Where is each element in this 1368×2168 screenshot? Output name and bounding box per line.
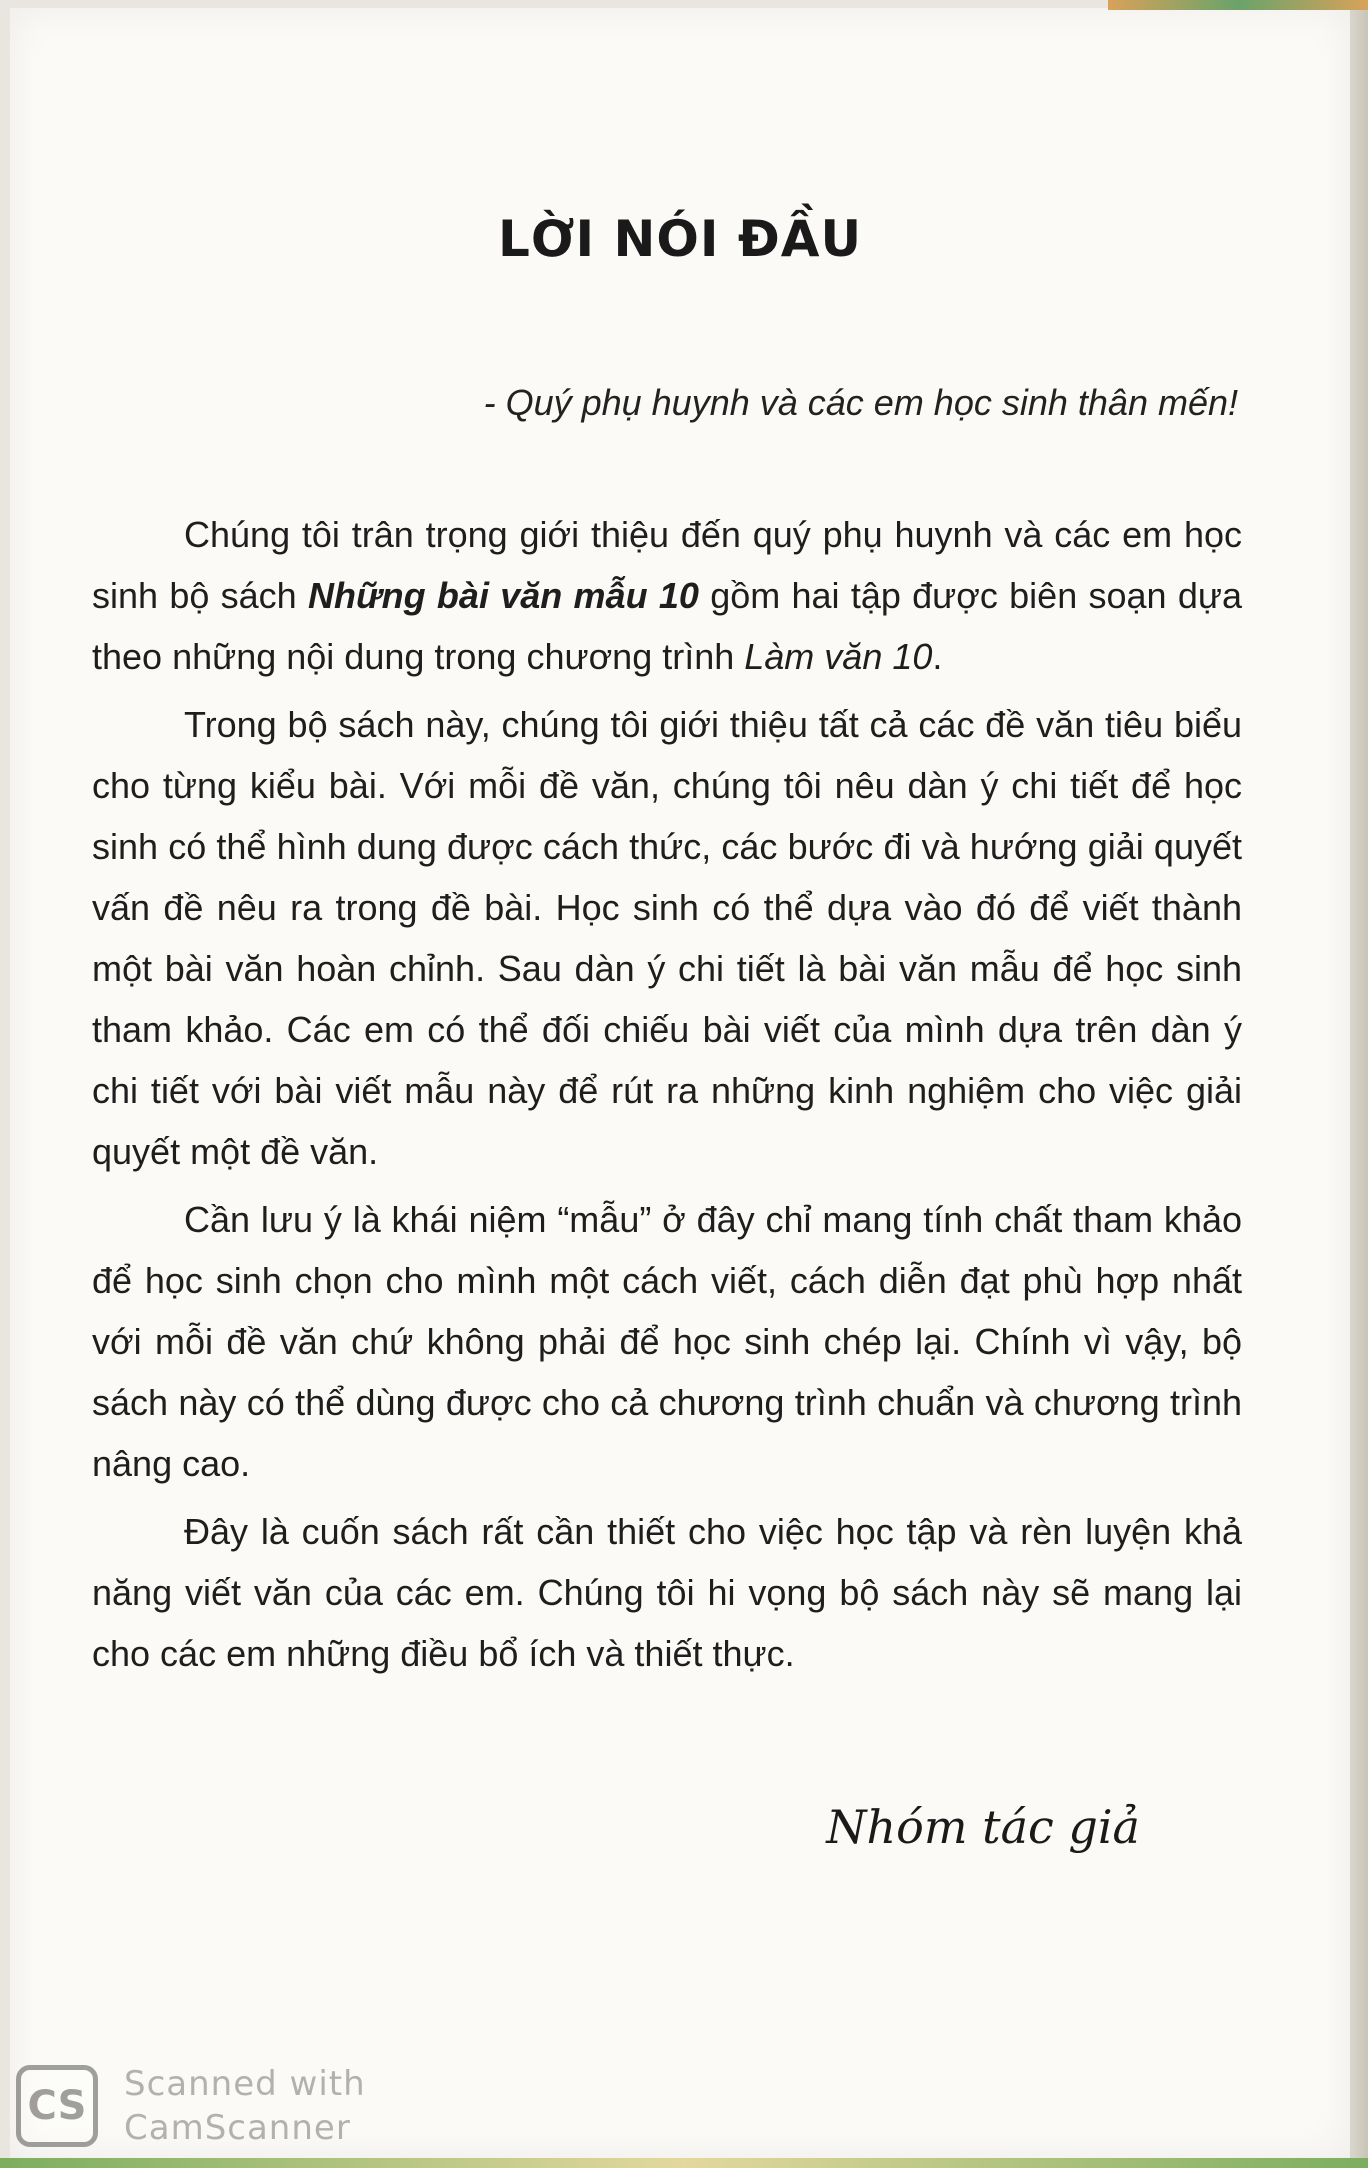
course-name: Làm văn 10 [744, 636, 933, 677]
book-title: Những bài văn mẫu 10 [307, 575, 699, 616]
paragraph-1-intro: Chúng tôi trân trọng giới thiệu đến quý phụ huynh và các em học sinh bộ sách [92, 514, 1242, 616]
paragraph-1-middle: gồm hai tập được biên soạn dựa theo những nội dung trong chương trình [92, 575, 1242, 677]
page-title: LỜI NÓI ĐẦU [497, 210, 863, 268]
page-edge-right [1350, 0, 1368, 2168]
watermark-line-2: CamScanner [124, 2108, 351, 2148]
author-signature: Nhóm tác giả [826, 1800, 1140, 1854]
greeting-line: - Quý phụ huynh và các em học sinh thân mến! [483, 382, 1238, 423]
paragraph-2: Trong bộ sách này, chúng tôi giới thiệu tất cả các đề văn tiêu biểu cho từng kiểu bài. Với mỗi đề văn, chúng tôi nêu dàn ý chi tiết để học sinh có thể hình dung được cách thức, các bước đi và hướng giải quyết vấn đề nêu ra trong đề bài. Học sinh có thể dựa vào đó để viết thành một bài văn hoàn chỉnh. Sau dàn ý chi tiết là bài văn mẫu để học sinh tham khảo. Các em có thể đối chiếu bài viết của mình dựa trên dàn ý chi tiết với bài viết mẫu này để rút ra những kinh nghiệm cho việc giải quyết một đề văn. [92, 704, 1242, 1172]
watermark-text [124, 2062, 366, 2150]
paragraph-1 [92, 504, 1242, 687]
paragraph-4: Đây là cuốn sách rất cần thiết cho việc học tập và rèn luyện khả năng viết văn của các em. Chúng tôi hi vọng bộ sách này sẽ mang lại cho các em những điều bổ ích và thiết thực. [92, 1511, 1242, 1674]
camscanner-logo-icon: CS [16, 2065, 98, 2147]
watermark-line-1: Scanned with [124, 2064, 366, 2104]
paragraph-3: Cần lưu ý là khái niệm “mẫu” ở đây chỉ mang tính chất tham khảo để học sinh chọn cho mình một cách viết, cách diễn đạt phù hợp nhất với mỗi đề văn chứ không phải để học sinh chép lại. Chính vì vậy, bộ sách này có thể dùng được cho cả chương trình chuẩn và chương trình nâng cao. [92, 1199, 1242, 1484]
book-page [10, 8, 1350, 2158]
paragraph-1-end: . [932, 636, 943, 677]
preface-body [92, 504, 1242, 1691]
page-edge-top [1108, 0, 1368, 10]
camscanner-watermark [16, 2062, 366, 2150]
page-edge-bottom [0, 2158, 1368, 2168]
